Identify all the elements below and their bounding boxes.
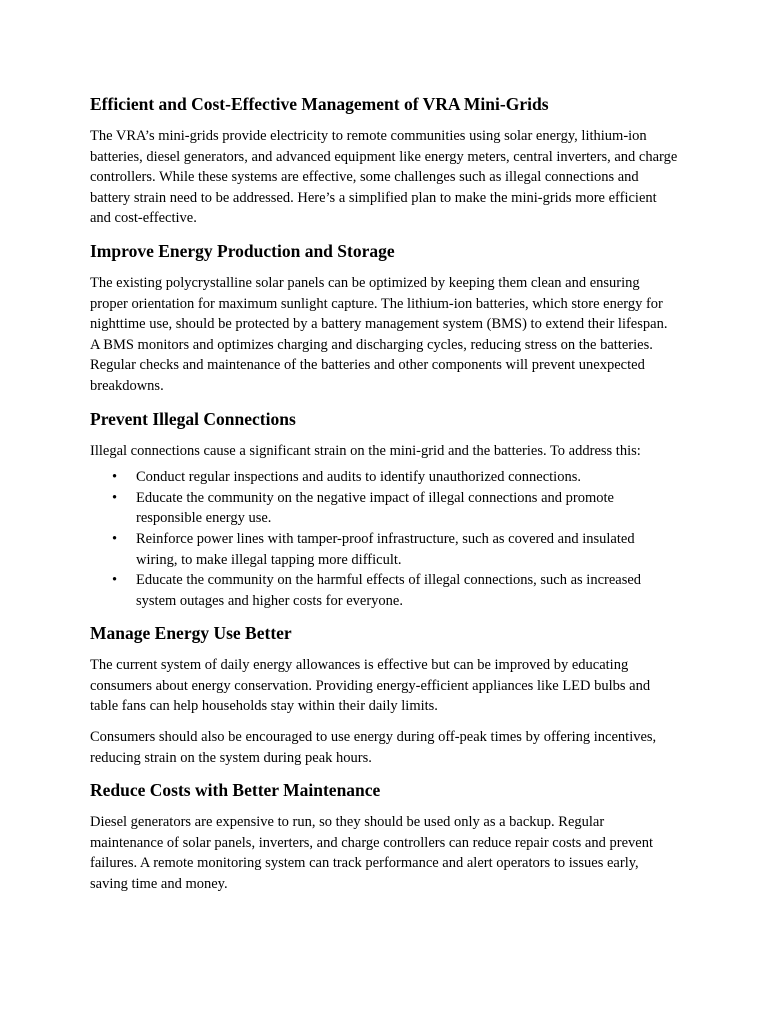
bullet-item: [112, 570, 678, 611]
section-heading-illegal-connections: Prevent Illegal Connections: [90, 408, 296, 429]
intro-paragraph: The VRA’s mini-grids provide electricity to remote communities using solar energy, lithium-ion batteries, diesel generators, and advanced equipment like energy meters, central inverters, and charge controllers. While these systems are effective, some challenges such as illegal connections and battery strain need to be addressed. Here’s a simplified plan to make the mini-grids more efficient and cost-effective.: [90, 128, 678, 227]
bullet-item: [112, 488, 678, 529]
bullet-icon: •: [112, 530, 118, 547]
section-paragraph: The current system of daily energy allowances is effective but can be improved by educating consumers about energy conservation. Providing energy-efficient appliances like LED bulbs and table fans can help households stay within their daily limits.: [90, 657, 651, 715]
section-paragraph: Diesel generators are expensive to run, so they should be used only as a backup. Regular maintenance of solar panels, inverters, and charge controllers can reduce repair costs and prevent failures. A remote monitoring system can track performance and alert operators to issues early, saving time and money.: [90, 814, 653, 893]
section-heading-energy-production: Improve Energy Production and Storage: [90, 240, 395, 261]
bullet-item: [112, 529, 678, 570]
bullet-list: [90, 467, 678, 611]
bullet-icon: •: [112, 489, 118, 506]
section-paragraph: The existing polycrystalline solar panels can be optimized by keeping them clean and ensuring proper orientation for maximum sunlight capture. The lithium-ion batteries, which store energy for nighttime use, should be protected by a battery management system (BMS) to extend their lifespan. A BMS monitors and optimizes charging and discharging cycles, reducing stress on the batteries. Regular checks and maintenance of the batteries and other components will prevent unexpected breakdowns.: [90, 274, 668, 394]
bullet-icon: •: [112, 469, 118, 486]
bullet-text: Reinforce power lines with tamper-proof infrastructure, such as covered and insulated wiring, to make illegal tapping more difficult.: [136, 530, 635, 568]
bullet-text: Educate the community on the harmful effects of illegal connections, such as increased system outages and higher costs for everyone.: [136, 572, 642, 609]
bullet-text: Conduct regular inspections and audits to identify unauthorized connections.: [136, 469, 581, 486]
section-paragraph: Consumers should also be encouraged to use energy during off-peak times by offering incentives, reducing strain on the system during peak hours.: [90, 729, 657, 766]
bullet-icon: •: [112, 572, 118, 589]
document-title: Efficient and Cost-Effective Management of VRA Mini-Grids: [90, 94, 549, 114]
section-heading-energy-use: Manage Energy Use Better: [90, 623, 292, 644]
section-heading-maintenance: Reduce Costs with Better Maintenance: [90, 780, 381, 801]
bullet-item: [112, 467, 678, 488]
bullet-text: Educate the community on the negative impact of illegal connections and promote responsible energy use.: [136, 489, 614, 527]
section-paragraph: Illegal connections cause a significant strain on the mini-grid and the batteries. To address this:: [90, 442, 641, 459]
